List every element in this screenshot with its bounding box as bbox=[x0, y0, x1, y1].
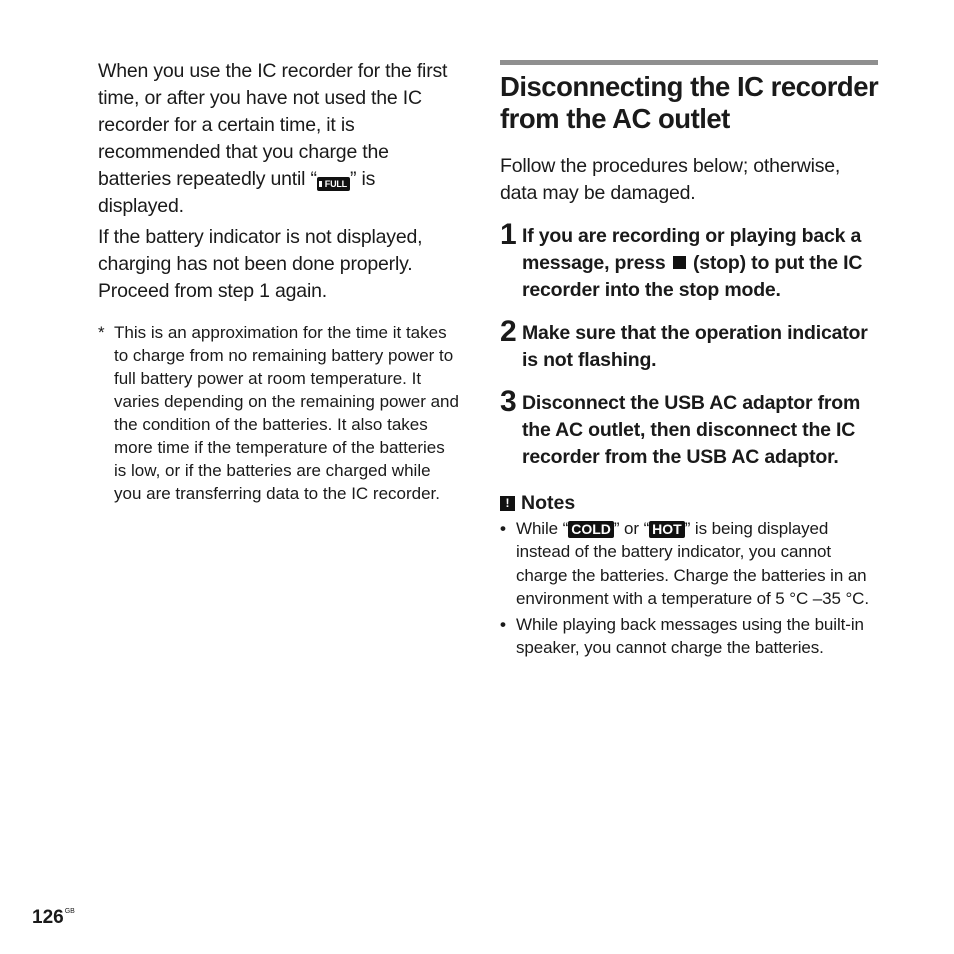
note-item bbox=[500, 517, 880, 610]
intro-paragraph: Follow the procedures below; otherwise, data may be damaged. bbox=[500, 155, 841, 204]
left-column bbox=[98, 58, 460, 505]
page-number bbox=[32, 907, 75, 929]
step-number: 1 bbox=[500, 218, 517, 251]
step-3 bbox=[500, 385, 880, 471]
battery-indicator-paragraph: If the battery indicator is not displayed, charging has not been done properly. Proceed from step 1 again. bbox=[98, 226, 423, 302]
right-column bbox=[500, 60, 880, 660]
step-1-text-start: If you are recording or playing back a message, press bbox=[522, 225, 862, 274]
step-2 bbox=[500, 315, 880, 374]
step-text bbox=[522, 223, 880, 304]
note-item bbox=[500, 613, 880, 660]
notes-icon: ! bbox=[500, 496, 515, 511]
step-number: 3 bbox=[500, 385, 517, 418]
note-1-text-start: While “ bbox=[516, 519, 569, 538]
notes-title: Notes bbox=[521, 492, 576, 514]
footnote-text: This is an approximation for the time it takes to charge from no remaining battery power to full battery power at room temperature. It varies depending on the remaining power and the condition of the batteries. It also takes more time if the temperature of the batteries is low, or if the batteries are charged while you are transferring data to the IC recorder. bbox=[114, 323, 459, 503]
step-text: Make sure that the operation indicator is not flashing. bbox=[522, 322, 868, 371]
step-text: Disconnect the USB AC adaptor from the AC outlet, then disconnect the IC recorder from the USB AC adaptor. bbox=[522, 392, 861, 468]
para1-text-end: ” is displayed. bbox=[98, 168, 376, 217]
bullet-icon: • bbox=[500, 519, 506, 538]
step-1 bbox=[500, 218, 880, 304]
note-2-text: While playing back messages using the built-in speaker, you cannot charge the batteries. bbox=[516, 615, 864, 658]
step-1-text-end: (stop) to put the IC recorder into the stop mode. bbox=[522, 252, 863, 301]
para1-text-start: When you use the IC recorder for the first time, or after you have not used the IC recorder for a certain time, it is recommended that you charge the batteries repeatedly until “ bbox=[98, 60, 448, 190]
note-1-text-mid: ” or “ bbox=[613, 519, 650, 538]
notes-heading bbox=[500, 491, 880, 515]
footnote-marker: * bbox=[98, 323, 105, 342]
cold-indicator-icon: COLD bbox=[568, 521, 614, 538]
note-1-text-end: ” is being displayed instead of the battery indicator, you cannot charge the batteries. Charge the batteries in an environment with a temperature of 5 °C –35 °C. bbox=[516, 519, 869, 608]
stop-icon bbox=[673, 256, 686, 269]
bullet-icon: • bbox=[500, 615, 506, 635]
battery-full-icon: FULL bbox=[317, 177, 350, 191]
charging-recommendation-paragraph bbox=[98, 58, 460, 220]
page-number-value: 126 bbox=[32, 907, 64, 928]
section-rule bbox=[500, 60, 878, 65]
step-number: 2 bbox=[500, 315, 517, 348]
section-heading: Disconnecting the IC recorder from the AC outlet bbox=[500, 71, 879, 134]
hot-indicator-icon: HOT bbox=[649, 521, 685, 538]
page-number-suffix: GB bbox=[64, 908, 75, 915]
footnote bbox=[98, 321, 460, 505]
